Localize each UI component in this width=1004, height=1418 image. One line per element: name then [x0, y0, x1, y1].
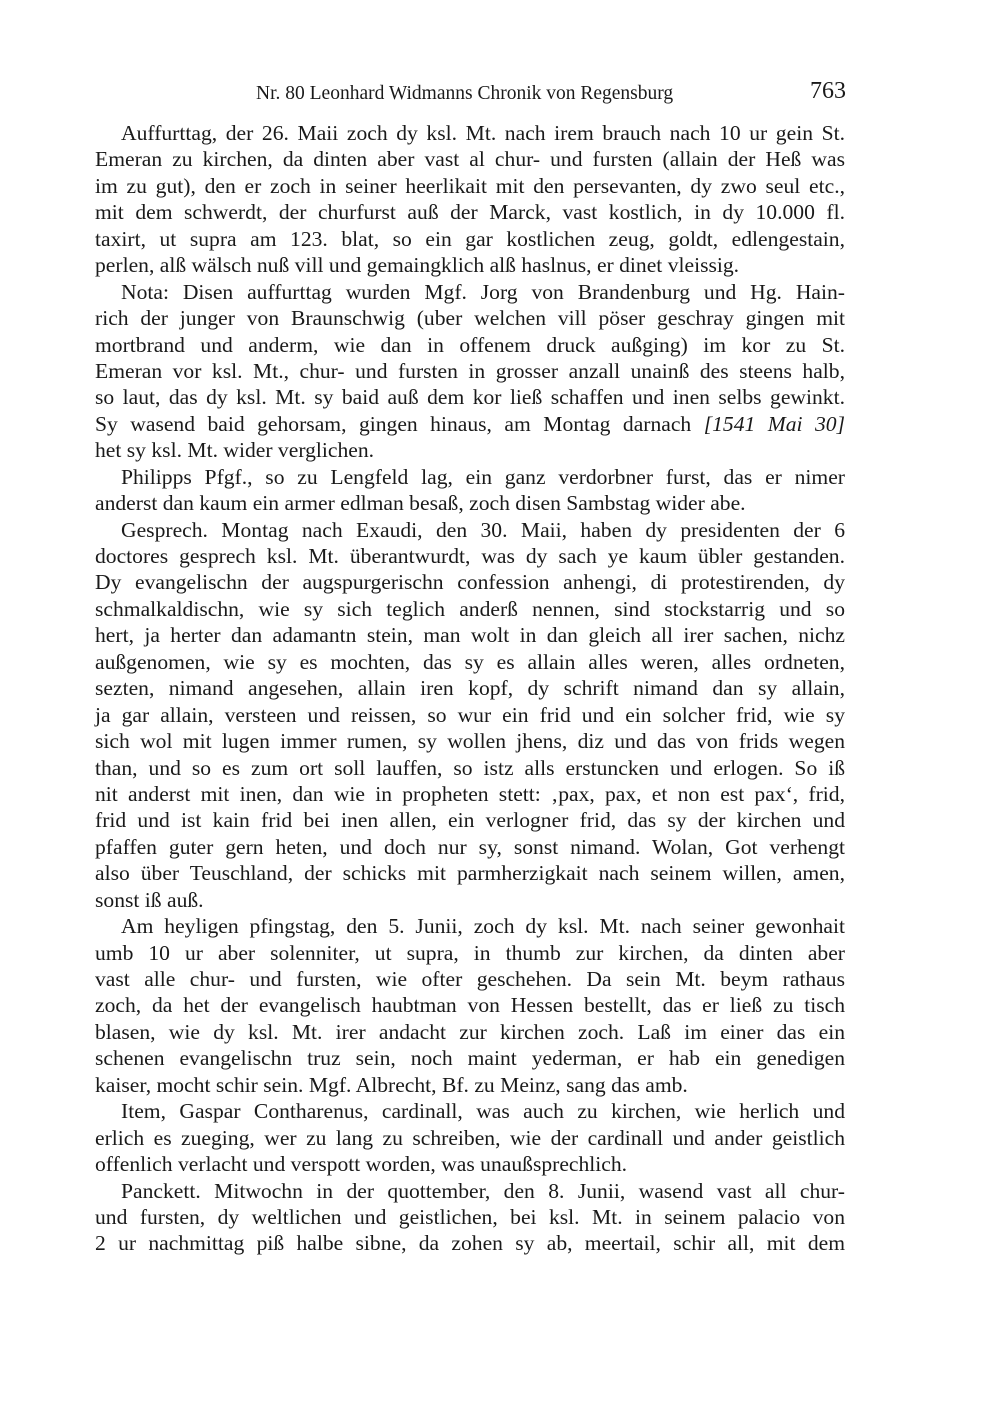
text-line: schenen evangelischn truz sein, noch maint yederman, er hab ein genedigen [95, 1046, 845, 1071]
text-line: vast alle chur- und fursten, wie ofter geschehen. Da sein Mt. beym rathaus [95, 967, 845, 991]
text-line: anderst dan kaum ein armer edlman besaß, zoch disen Sambstag wider abe. [95, 491, 746, 516]
text-run: Sy wasend baid gehorsam, gingen hinaus, am Montag darnach [95, 411, 704, 436]
text-line: sonst iß auß. [95, 887, 204, 912]
text-line: umb 10 ur aber solenniter, ut supra, in thumb zur kirchen, da dinten aber [95, 940, 845, 965]
text-line: außgenomen, wie sy es mochten, das sy es allain alles weren, alles ordneten, [95, 649, 845, 674]
running-head-title: Nr. 80 Leonhard Widmanns Chronik von Regensburg [256, 83, 674, 104]
text-line: Panckett. Mitwochn in der quottember, den 8. Junii, wasend vast all chur- [121, 1178, 845, 1203]
paragraph [95, 120, 845, 279]
text-line: schmalkaldischn, wie sy sich teglich anderß nennen, sind stockstarrig und so [95, 596, 845, 621]
text-line: Nota: Disen auffurttag wurden Mgf. Jorg von Brandenburg und Hg. Hain- [121, 279, 845, 304]
text-line: 2 ur nachmittag piß halbe sibne, da zohen sy ab, meertail, schir all, mit dem [95, 1231, 845, 1256]
paragraph [95, 1178, 845, 1257]
text-line: erlich es zueging, wer zu lang zu schreiben, wie der cardinall und ander geistlich [95, 1125, 845, 1150]
text-line: und fursten, dy weltlichen und geistlichen, bei ksl. Mt. in seinem palacio von [95, 1204, 845, 1229]
text-line: het sy ksl. Mt. wider verglichen. [95, 438, 375, 463]
text-line: Auffurttag, der 26. Maii zoch dy ksl. Mt. nach irem brauch nach 10 ur gein St. [121, 121, 845, 145]
text-line: taxirt, ut supra am 123. blat, so ein gar kostlichen zeug, goldt, edlengestain, [95, 226, 845, 251]
text-line: ja gar allain, versteen und reissen, so wur ein frid und ein solcher frid, wie sy [95, 702, 845, 727]
text-line: offenlich verlacht und verspott worden, was unaußsprechlich. [95, 1152, 628, 1177]
text-line: frid und ist kain frid bei inen allen, ein verlogner frid, das sy der kirchen und [95, 808, 845, 833]
text-line: blasen, wie dy ksl. Mt. irer andacht zur kirchen zoch. Laß im einer das ein [95, 1019, 845, 1044]
text-line: hert, ja herter dan adamantn stein, man wolt in dan gleich all irer sachen, nichz [95, 623, 845, 648]
text-line: perlen, alß wälsch nuß vill und gemaingklich alß haslnus, er dinet vleissig. [95, 253, 740, 278]
text-line: than, und so es zum ort soll lauffen, so istz alls erstuncken und erlogen. So iß [95, 755, 845, 780]
paragraph [95, 464, 845, 517]
text-line: sezten, nimand angesehen, allain iren kopf, dy schrift nimand dan sy allain, [95, 676, 845, 701]
text-line: mit dem schwerdt, der churfurst auß der Marck, vast kostlich, in dy 10.000 fl. [95, 200, 845, 225]
text-line: Emeran zu kirchen, da dinten aber vast al chur- und fursten (allain der Heß was [95, 147, 845, 172]
body-text [95, 120, 845, 1257]
text-line: doctores gesprech ksl. Mt. überantwurdt, was dy sach ye kaum übler gestanden. [95, 544, 845, 568]
page-number: 763 [810, 78, 846, 104]
text-line: Am heyligen pfingstag, den 5. Junii, zoch dy ksl. Mt. nach seiner gewonhait [121, 914, 845, 939]
text-line: sich wol mit lugen immer rumen, sy wollen jhens, diz und das von frids wegen [95, 729, 845, 754]
paragraph [95, 1098, 845, 1177]
paragraph [95, 279, 845, 464]
text-line: Emeran vor ksl. Mt., chur- und fursten in grosser anzall unainß des steens halb, [95, 358, 845, 383]
editorial-date-note: [1541 Mai 30] [703, 411, 846, 436]
text-line: zoch, da het der evangelisch haubtman von Hessen bestellt, das er ließ zu tisch [95, 993, 845, 1018]
text-line [95, 411, 845, 437]
text-line: im zu gut), den er zoch in seiner heerlikait mit den persevanten, dy zwo seul etc., [95, 173, 845, 198]
text-line: so laut, das dy ksl. Mt. sy baid auß dem kor ließ schaffen und inen selbs gewinkt. [95, 385, 845, 410]
text-line: Dy evangelischn der augspurgerischn confession anhengi, di protestirenden, dy [95, 570, 845, 595]
text-line: Philipps Pfgf., so zu Lengfeld lag, ein ganz verdorbner furst, das er nimer [121, 464, 845, 489]
text-line: kaiser, mocht schir sein. Mgf. Albrecht, Bf. zu Meinz, sang das amb. [95, 1072, 688, 1097]
text-line: mortbrand und anderm, wie dan in offenem druck außging) im kor zu St. [95, 332, 845, 357]
paragraph [95, 517, 845, 914]
text-line: nit anderst mit inen, dan wie in propheten stett: ‚pax, pax, et non est pax‘, frid, [95, 781, 845, 806]
text-line: pfaffen guter gern heten, und doch nur sy, sonst nimand. Wolan, Got verhengt [95, 834, 845, 859]
text-line: Gesprech. Montag nach Exaudi, den 30. Maii, haben dy presidenten der 6 [121, 517, 845, 542]
text-line: also über Teuschland, der schicks mit parmherzigkait nach seinem willen, amen, [95, 861, 845, 886]
paragraph [95, 913, 845, 1098]
text-line: rich der junger von Braunschwig (uber welchen vill pöser geschray gingen mit [95, 306, 845, 331]
text-line: Item, Gaspar Contharenus, cardinall, was auch zu kirchen, wie herlich und [121, 1099, 845, 1124]
